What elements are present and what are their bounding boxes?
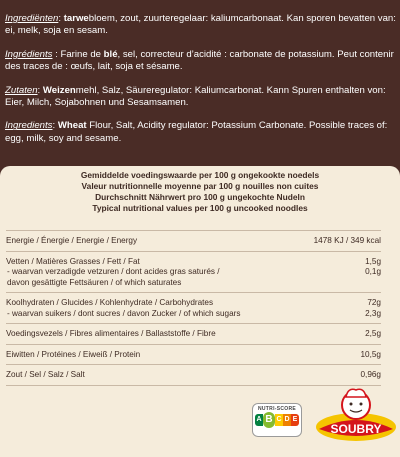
nutri-score-title: NUTRI-SCORE	[257, 406, 297, 412]
ingredients-nl: Ingrediënten: tarwebloem, zout, zuurteregelaar: kaliumcarbonaat. Kan sporen bevatten van: ei, melk, soja en sesam.	[5, 13, 396, 37]
table-row: Voedingsvezels / Fibres alimentaires / Ballaststoffe / Fibre 2,5g	[6, 323, 381, 344]
nutrition-table	[6, 230, 381, 386]
chef-hat-icon	[346, 389, 366, 397]
nutri-score-letter: E	[291, 414, 299, 426]
table-row: Zout / Sel / Salz / Salt 0,96g	[6, 364, 381, 385]
allergen-fr: blé	[103, 48, 118, 60]
nutri-score-letter: D	[283, 414, 291, 426]
allergen-de: Weizen	[42, 84, 76, 96]
ingredients-section	[5, 13, 397, 156]
nutri-score-letter: A	[255, 414, 263, 426]
ingredients-de-heading: Zutaten	[5, 84, 38, 96]
table-row: Energie / Énergie / Energie / Energy 1478 KJ / 349 kcal	[6, 230, 381, 251]
ingredients-de: Zutaten: Weizenmehl, Salz, Säureregulator: Kaliumcarbonat. Kann Spuren enthalten von: Eier, Milch, Sojabohnen und Sesamsamen.	[5, 84, 386, 109]
nutri-score-letter-selected: B	[263, 412, 275, 428]
nutri-score-letter: C	[275, 414, 283, 426]
ingredients-nl-heading: Ingrediënten	[5, 13, 59, 24]
nutrition-header: Gemiddelde voedingswaarde per 100 g ongekookte noedels Valeur nutritionnelle moyenne par 100 g nouilles non cuites Durchschnitt Nährwert pro 100 g ungekochte Nudeln Typical nutritional values per 100 g uncooked noodles	[80, 170, 320, 213]
brand-name: SOUBRY	[330, 422, 382, 436]
ingredients-en-heading: Ingredients	[5, 120, 53, 132]
allergen-nl: tarwe	[63, 13, 89, 24]
table-row: Vetten / Matières Grasses / Fett / Fat - waarvan verzadigde vetzuren / dont acides gras saturés / davon gesättigte Fettsäuren / of which saturates 1,5g 0,1g	[6, 251, 381, 293]
ingredients-en: Ingredients: Wheat Flour, Salt, Acidity regulator: Potassium Carbonate. Possible traces of: egg, milk, soy and sesame.	[5, 120, 388, 144]
nutri-score-scale	[253, 414, 301, 428]
table-row: Koolhydraten / Glucides / Kohlenhydrate / Carbohydrates - waarvan suikers / dont sucres / davon Zucker / of which sugars 72g 2,3g	[6, 292, 381, 323]
soubry-logo	[315, 385, 397, 445]
ingredients-fr: Ingrédients : Farine de blé, sel, correcteur d’acidité : carbonate de potassium. Peut contenir des traces de : œufs, lait, soja et sésame.	[5, 48, 394, 73]
table-row: Eiwitten / Protéines / Eiweiß / Protein 10,5g	[6, 344, 381, 365]
ingredients-fr-heading: Ingrédients	[5, 48, 53, 60]
allergen-en: Wheat	[57, 120, 87, 132]
nutri-score-badge	[252, 403, 302, 437]
